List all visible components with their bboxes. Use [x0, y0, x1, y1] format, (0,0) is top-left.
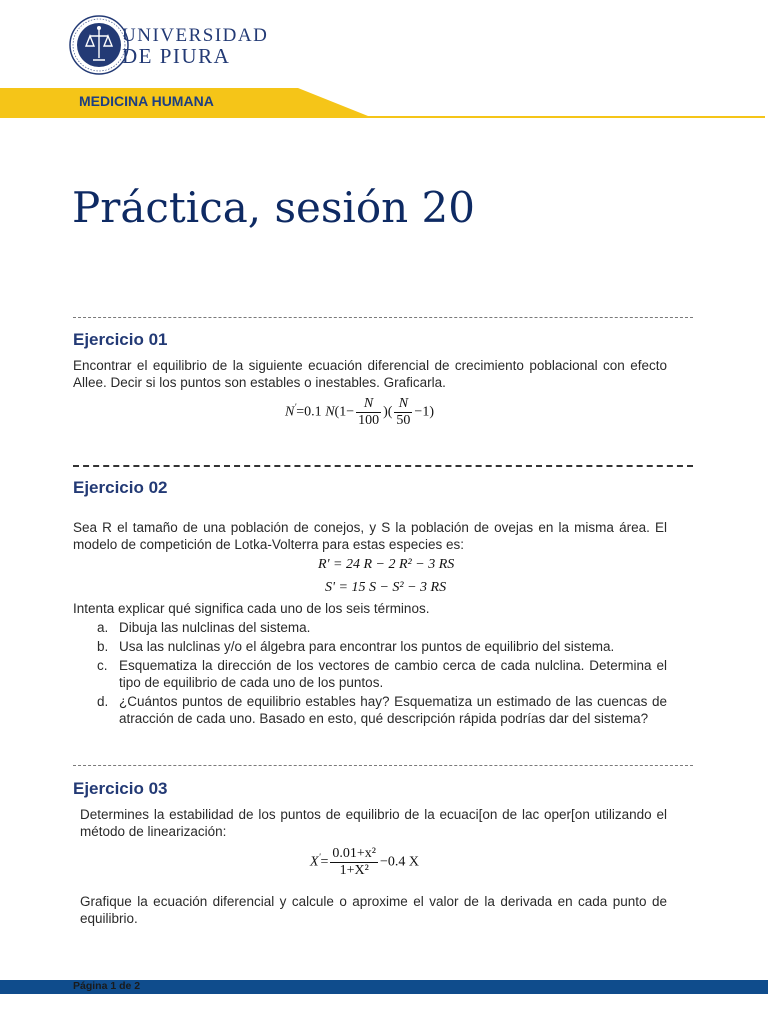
separator-3 — [73, 765, 693, 766]
page-title: Práctica, sesión 20 — [72, 183, 475, 232]
separator-2 — [73, 465, 693, 467]
university-name-line2: DE PIURA — [122, 44, 231, 68]
separator-1 — [73, 317, 693, 318]
list-item-b: b. Usa las nulclinas y/o el álgebra para encontrar los puntos de equilibrio del sistema. — [97, 639, 615, 654]
ejercicio-03-heading: Ejercicio 03 — [73, 779, 168, 798]
list-item-a: a. Dibuja las nulclinas del sistema. — [97, 620, 311, 635]
page-number: Página 1 de 2 — [73, 980, 141, 992]
ejercicio-02-heading: Ejercicio 02 — [73, 478, 168, 497]
ejercicio-02-intro: Sea R el tamaño de una población de conejos, y S la población de ovejas en la misma área. El modelo de competición de Lotka-Volterra para estas especies es: — [73, 520, 667, 552]
list-item-c: c. Esquematiza la dirección de los vectores de cambio cerca de cada nulclina. Determina el tipo de equilibrio de cada uno de los puntos. — [97, 658, 667, 690]
ejercicio-02-equation-r: R' = 24 R − 2 R² − 3 RS — [318, 557, 455, 572]
ejercicio-03-text: Determines la estabilidad de los puntos de equilibrio de la ecuaci[on de lac oper[on utilizando el método de linearización: — [80, 807, 667, 839]
ejercicio-02-after: Intenta explicar qué significa cada uno de los seis términos. — [73, 601, 430, 616]
ejercicio-03-equation: X'= $\frac{\text{0.01+x²}}{\text{1+X²}}$ −0.4 X — [310, 846, 420, 878]
ejercicio-03-after: Grafique la ecuación diferencial y calcule o aproxime el valor de la derivada en cada punto de equilibrio. — [80, 894, 667, 926]
ejercicio-01-heading: Ejercicio 01 — [73, 330, 168, 349]
program-name: MEDICINA HUMANA — [79, 93, 214, 109]
ejercicio-02-list — [73, 619, 667, 727]
header-gold-line — [0, 116, 765, 118]
ejercicio-01-text: Encontrar el equilibrio de la siguiente ecuación diferencial de crecimiento poblacional con efecto Allee. Decir si los puntos son estables o inestables. Graficarla. — [73, 358, 667, 390]
ejercicio-01-equation: N'=0.1 N(1− $\frac{N}{100}$ )( $\frac{N}{50}$ −1) — [285, 396, 434, 428]
university-seal-logo — [68, 14, 130, 76]
list-item-d: d. ¿Cuántos puntos de equilibrio estables hay? Esquematiza un estimado de las cuencas de atracción de cada uno. Basado en esto, qué descripción rápida podrías dar del sistema? — [97, 694, 667, 726]
university-name-line1: UNIVERSIDAD — [122, 25, 269, 46]
ejercicio-02-equation-s: S' = 15 S − S² − 3 RS — [325, 580, 447, 595]
